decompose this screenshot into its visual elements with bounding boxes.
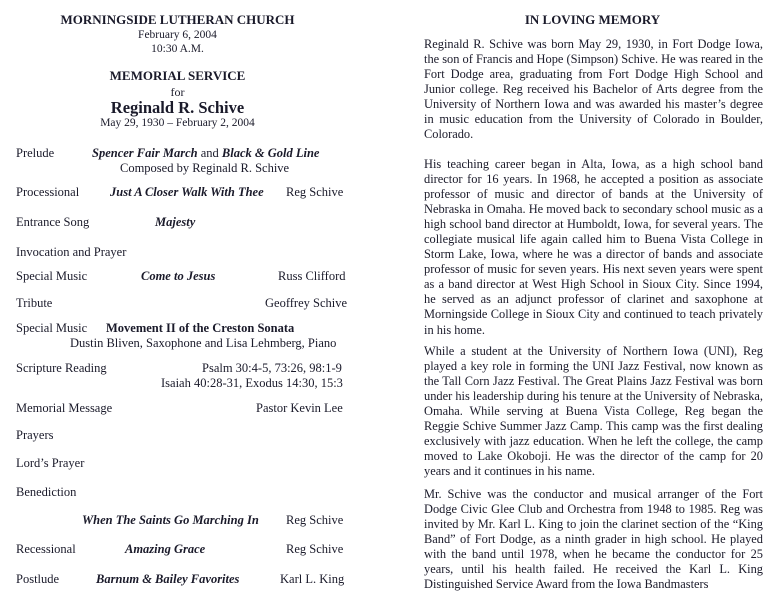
obituary-paragraph-3: While a student at the University of Northern Iowa (UNI), Reg played a key role in forming the UNI Jazz Festival, now known as the Tall Corn Jazz Festival. The Great Plains Jazz Festival was born under his leadership during his tenure at the University of Nebraska, Omaha. While serving at Buena Vista College, Reg began the Reggie Schive Summer Jazz Camp. This camp was the first dealing exclusively with jazz education. When he left the college, the camp moved to Lake Okoboji. He was the director of the camp for 20 years and it continues in his name.	[424, 344, 763, 479]
church-name: MORNINGSIDE LUTHERAN CHURCH	[60, 12, 295, 27]
order-label-tribute: Tribute	[16, 296, 53, 310]
obituary-paragraph-1: Reginald R. Schive was born May 29, 1930, in Fort Dodge Iowa, the son of Francis and Hope (Simpson) Schive. He was reared in the Fort Dodge area, graduating from Fort Dodge High School and Junior college. Reg received his Bachelor of Arts degree from the University of Northern Iowa and was awarded his master’s degree in music education from the University of Colorado in Boulder, Colorado.	[424, 37, 763, 142]
order-performer-postlude: Karl L. King	[280, 572, 345, 586]
order-performer-memorial-message: Pastor Kevin Lee	[256, 401, 343, 415]
obituary-paragraph-2: His teaching career began in Alta, Iowa, as a high school band director for 16 years. In 1968, he accepted a position as associate professor of music and director of bands at the University of Nebraska in Omaha. He moved back to secondary school music as a high school band director at Humboldt, Iowa, for several years. The collegiate musical life again called him to Buena Vista College in Storm Lake, Iowa, where he was a director of bands and associate professor of music for seven years. His next seven years were spent as a band director at West High School in Sioux City. Since 1994, he served as an adjunct professor of clarinet and saxophone at Morningside College in Sioux City and continued to teach privately in his home.	[424, 157, 763, 337]
prelude-composer: Composed by Reginald R. Schive	[120, 161, 290, 175]
prelude-connector: and	[197, 146, 222, 160]
order-item-entrance-song: Majesty	[155, 215, 196, 229]
order-label-prelude: Prelude	[16, 146, 55, 160]
order-label-invocation: Invocation and Prayer	[16, 245, 127, 259]
order-label-postlude: Postlude	[16, 572, 60, 586]
order-item-special-music-1: Come to Jesus	[141, 269, 216, 283]
order-label-special-music-1: Special Music	[16, 269, 88, 283]
order-performer-saints: Reg Schive	[286, 513, 344, 527]
order-label-lords-prayer: Lord’s Prayer	[16, 456, 85, 470]
obituary-paragraph-4: Mr. Schive was the conductor and musical arranger of the Fort Dodge Civic Glee Club and Orchestra from 1948 to 1985. Reg was invited by Mr. Karl L. King to join the clarinet section of the “King Band” of Fort Dodge, as a ninth grader in high school. He played with the band until 1978, when he became the conductor for 25 years, until his health failed. He received the Karl L. King Distinguished Service Award from the Iowa Bandmasters	[424, 487, 763, 592]
order-item-saints: When The Saints Go Marching In	[82, 513, 259, 527]
order-performer-processional: Reg Schive	[286, 185, 344, 199]
order-performer-special-music-1: Russ Clifford	[278, 269, 346, 283]
prelude-piece-1: Spencer Fair March	[92, 146, 198, 160]
order-label-special-music-2: Special Music	[16, 321, 88, 335]
prelude-piece-2: Black & Gold Line	[221, 146, 320, 160]
order-item-special-music-2: Movement II of the Creston Sonata	[106, 321, 295, 335]
order-label-memorial-message: Memorial Message	[16, 401, 113, 415]
order-label-benediction: Benediction	[16, 485, 77, 499]
memory-heading: IN LOVING MEMORY	[524, 12, 661, 27]
life-dates: May 29, 1930 – February 2, 2004	[100, 117, 255, 129]
order-item-processional: Just A Closer Walk With Thee	[110, 185, 264, 199]
order-label-recessional: Recessional	[16, 542, 76, 556]
service-time: 10:30 A.M.	[151, 43, 204, 55]
order-item-recessional: Amazing Grace	[125, 542, 206, 556]
special-music-2-performers: Dustin Bliven, Saxophone and Lisa Lehmberg, Piano	[70, 336, 337, 350]
order-performer-recessional: Reg Schive	[286, 542, 344, 556]
order-label-prayers: Prayers	[16, 428, 54, 442]
service-title: MEMORIAL SERVICE	[109, 68, 246, 83]
service-date: February 6, 2004	[138, 29, 217, 41]
order-label-processional: Processional	[16, 185, 80, 199]
order-label-entrance-song: Entrance Song	[16, 215, 90, 229]
deceased-name: Reginald R. Schive	[110, 98, 245, 117]
order-label-scripture: Scripture Reading	[16, 361, 107, 375]
scripture-passage-2: Isaiah 40:28-31, Exodus 14:30, 15:3	[161, 376, 343, 390]
scripture-passage-1: Psalm 30:4-5, 73:26, 98:1-9	[202, 361, 342, 375]
order-item-prelude	[92, 146, 319, 161]
order-performer-tribute: Geoffrey Schive	[265, 296, 348, 310]
order-item-postlude: Barnum & Bailey Favorites	[96, 572, 240, 586]
service-for: for	[170, 85, 185, 99]
